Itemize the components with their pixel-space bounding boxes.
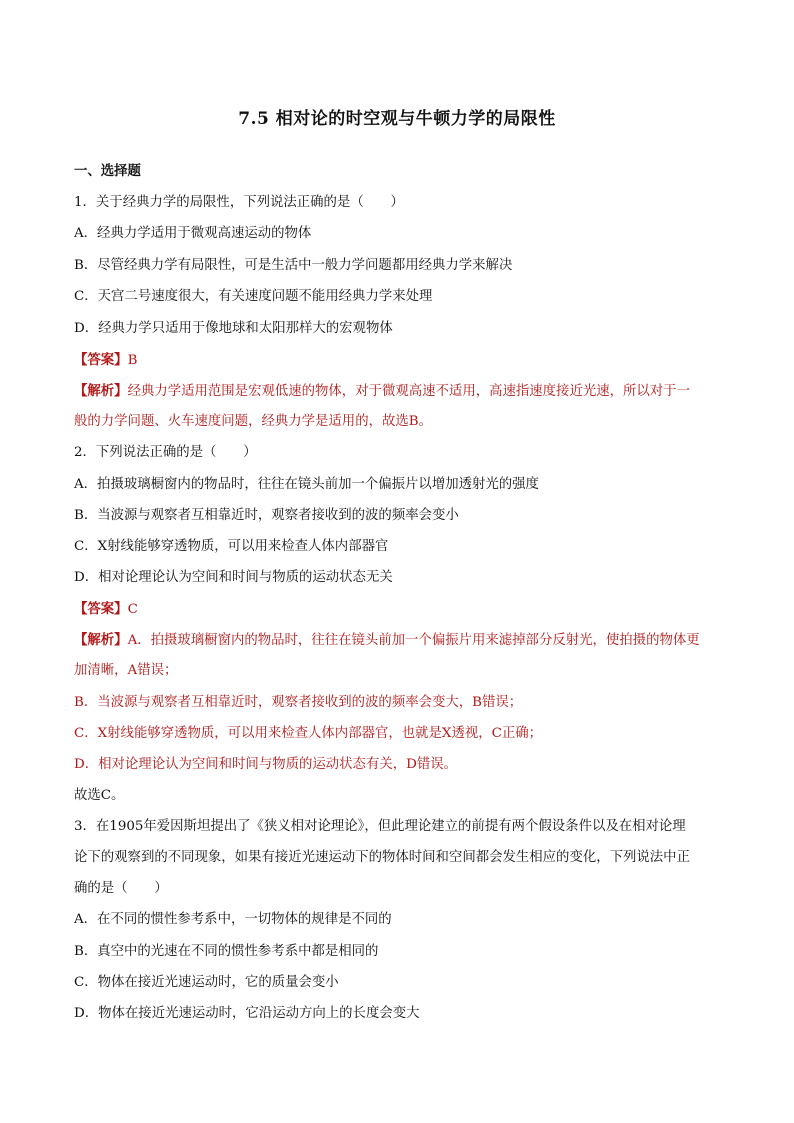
q1-stem: 1．关于经典力学的局限性，下列说法正确的是（ ） xyxy=(74,195,404,210)
q2-option-b: B．当波源与观察者互相靠近时，观察者接收到的波的频率会变小 xyxy=(74,508,459,523)
q3-stem-line-3: 确的是（ ） xyxy=(74,881,168,896)
q3-option-c: C．物体在接近光速运动时，它的质量会变小 xyxy=(74,975,339,990)
q1-analysis-line-2: 般的力学问题、火车速度问题，经典力学是适用的，故选B。 xyxy=(74,414,432,429)
q1-answer-value: B xyxy=(127,353,138,368)
q1-answer xyxy=(74,350,724,371)
q1-option-b: B．尽管经典力学有局限性，可是生活中一般力学问题都用经典力学来解决 xyxy=(74,258,513,273)
q2-answer-value: C xyxy=(127,602,138,617)
q2-analysis-line-2: 加清晰，A错误； xyxy=(74,663,178,678)
q2-stem: 2．下列说法正确的是（ ） xyxy=(74,445,257,460)
q2-analysis-text-1: A．拍摄玻璃橱窗内的物品时，往往在镜头前加一个偏振片用来滤掉部分反射光，使拍摄的物体更 xyxy=(127,633,700,648)
q1-option-a: A．经典力学适用于微观高速运动的物体 xyxy=(74,226,312,241)
q1-analysis-tag: 【解析】 xyxy=(74,383,128,399)
q1-option-c: C．天宫二号速度很大，有关速度问题不能用经典力学来处理 xyxy=(74,289,433,304)
q2-analysis-line-3: B．当波源与观察者互相靠近时，观察者接收到的波的频率会变大，B错误； xyxy=(74,695,523,710)
q2-analysis-line-1 xyxy=(74,630,724,651)
q2-conclusion: 故选C。 xyxy=(74,788,125,803)
q3-option-a: A．在不同的惯性参考系中，一切物体的规律是不同的 xyxy=(74,912,392,927)
q2-analysis-line-5: D．相对论理论认为空间和时间与物质的运动状态有关，D错误。 xyxy=(74,757,458,772)
q2-answer-tag: 【答案】 xyxy=(74,601,128,617)
q2-option-c: C．X射线能够穿透物质，可以用来检查人体内部器官 xyxy=(74,539,389,554)
q1-option-d: D．经典力学只适用于像地球和太阳那样大的宏观物体 xyxy=(74,321,393,336)
q2-answer xyxy=(74,599,724,620)
q3-option-d: D．物体在接近光速运动时，它沿运动方向上的长度会变大 xyxy=(74,1006,420,1021)
q1-answer-tag: 【答案】 xyxy=(74,352,128,368)
q3-stem-line-2: 论下的观察到的不同现象，如果有接近光速运动下的物体时间和空间都会发生相应的变化，下列说法中正 xyxy=(74,850,690,865)
q3-option-b: B．真空中的光速在不同的惯性参考系中都是相同的 xyxy=(74,944,379,959)
q3-stem-line-1: 3．在1905年爱因斯坦提出了《狭义相对论理论》，但此理论建立的前提有两个假设条件以及在相对论理 xyxy=(74,819,686,834)
q1-analysis-line-1 xyxy=(74,381,724,402)
document-title: 7.5 相对论的时空观与牛顿力学的局限性 xyxy=(238,109,556,129)
q2-analysis-line-4: C．X射线能够穿透物质，可以用来检查人体内部器官，也就是X透视，C正确； xyxy=(74,726,543,741)
q2-analysis-tag: 【解析】 xyxy=(74,632,128,648)
q2-option-d: D．相对论理论认为空间和时间与物质的运动状态无关 xyxy=(74,570,393,585)
section-heading: 一、选择题 xyxy=(74,163,141,179)
q1-analysis-text-1: 经典力学适用范围是宏观低速的物体，对于微观高速不适用，高速指速度接近光速，所以对于一 xyxy=(127,384,690,399)
q2-option-a: A．拍摄玻璃橱窗内的物品时，往往在镜头前加一个偏振片以增加透射光的强度 xyxy=(74,477,539,492)
